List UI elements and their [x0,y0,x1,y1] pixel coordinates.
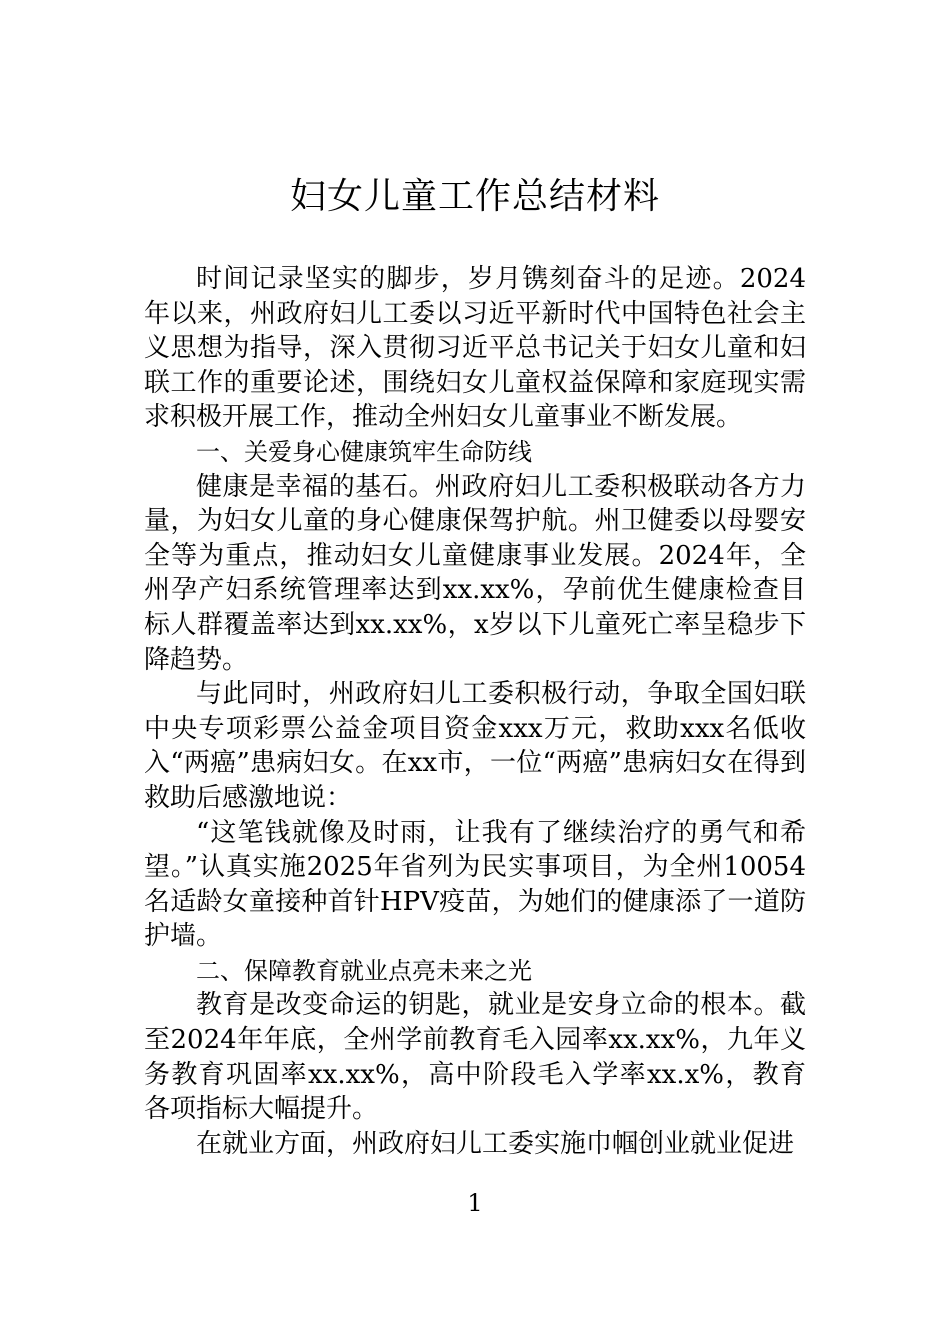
paragraph-assistance: 与此同时，州政府妇儿工委积极行动，争取全国妇联中央专项彩票公益金项目资金xxx万元，救助xxx名低收入“两癌”患病妇女。在xx市，一位“两癌”患病妇女在得到救助后感激地说： [144,679,806,813]
paragraph-employment: 在就业方面，州政府妇儿工委实施巾帼创业就业促进 [196,1128,795,1159]
paragraph-intro: 时间记录坚实的脚步，岁月镌刻奋斗的足迹。2024年以来，州政府妇儿工委以习近平新时代中国特色社会主义思想为指导，深入贯彻习近平总书记关于妇女儿童和妇联工作的重要论述，围绕妇女儿童权益保障和家庭现实需求积极开展工作，推动全州妇女儿童事业不断发展。 [144,264,806,433]
section-heading-health: 一、关爱身心健康筑牢生命防线 [196,437,532,466]
section-heading-education: 二、保障教育就业点亮未来之光 [196,956,532,985]
paragraph-health: 健康是幸福的基石。州政府妇儿工委积极联动各方力量，为妇女儿童的身心健康保驾护航。州卫健委以母婴安全等为重点，推动妇女儿童健康事业发展。2024年，全州孕产妇系统管理率达到xx.xx%，孕前优生健康检查目标人群覆盖率达到xx.xx%，x岁以下儿童死亡率呈稳步下降趋势。 [144,471,806,675]
document-title: 妇女儿童工作总结材料 [289,176,660,217]
paragraph-education: 教育是改变命运的钥匙，就业是安身立命的根本。截至2024年年底，全州学前教育毛入园率xx.xx%，九年义务教育巩固率xx.xx%，高中阶段毛入学率xx.x%，教育各项指标大幅提升。 [144,990,806,1125]
page-number: 1 [467,1189,483,1217]
paragraph-quote: “这笔钱就像及时雨，让我有了继续治疗的勇气和希望。”认真实施2025年省列为民实事项目，为全州10054名适龄女童接种首针HPV疫苗，为她们的健康添了一道防护墙。 [144,817,806,952]
document-body [144,262,806,1161]
